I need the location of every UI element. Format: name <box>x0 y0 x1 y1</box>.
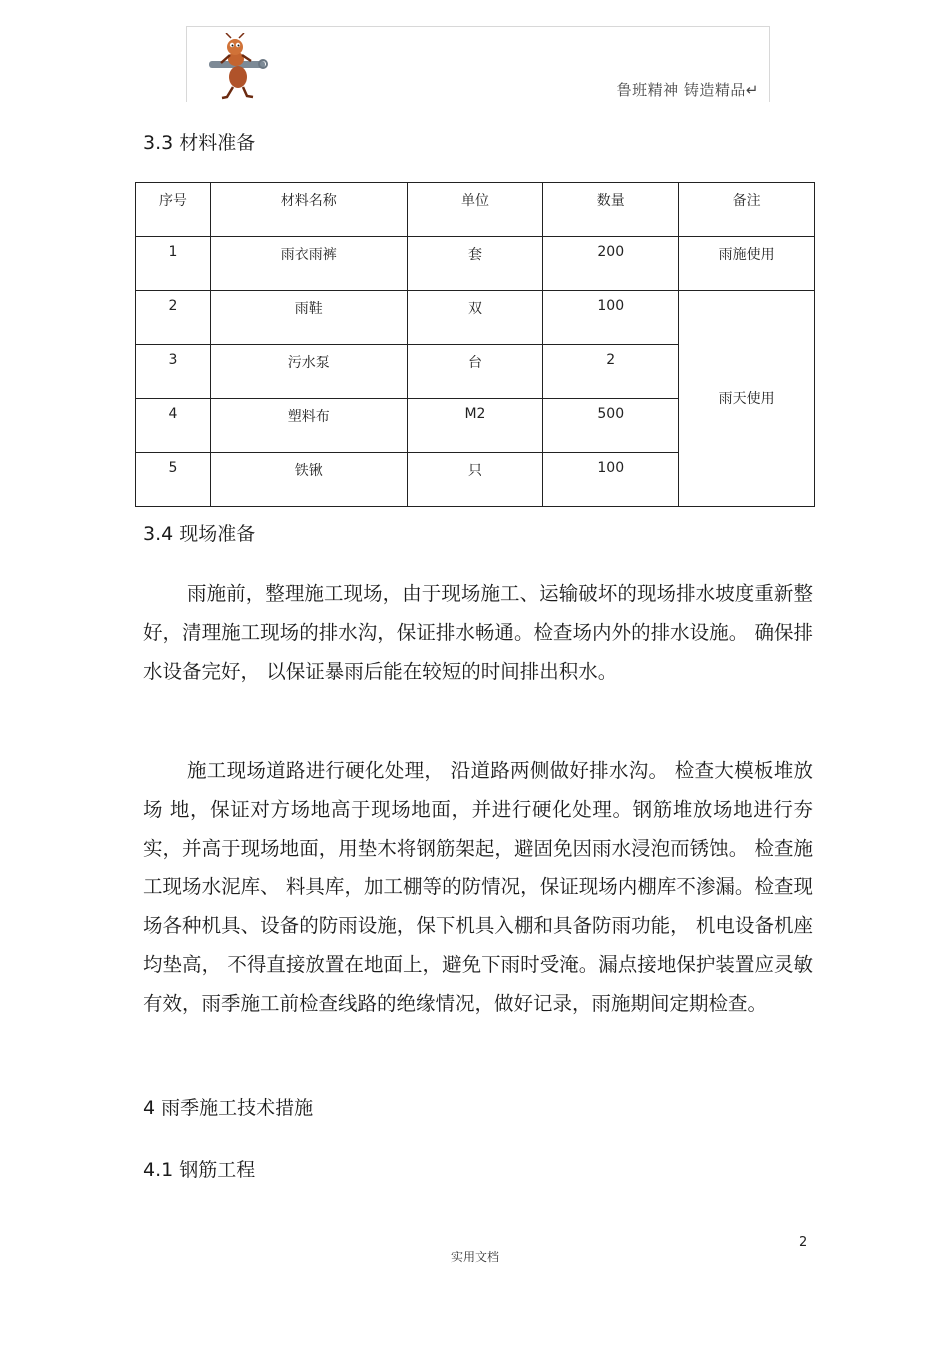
header-cell-no: 序号 <box>136 183 211 237</box>
ant-mascot-logo-icon <box>205 33 269 101</box>
table-header-row <box>136 183 815 237</box>
header-slogan: 鲁班精神 铸造精品↵ <box>616 81 759 99</box>
cell-name: 塑料布 <box>210 399 407 453</box>
header-cell-name: 材料名称 <box>210 183 407 237</box>
cell-no: 1 <box>136 237 211 291</box>
cell-qty: 200 <box>543 237 679 291</box>
cell-unit: 套 <box>407 237 543 291</box>
materials-table <box>135 182 815 507</box>
table-row <box>136 291 815 345</box>
cell-no: 5 <box>136 453 211 507</box>
header-cell-unit: 单位 <box>407 183 543 237</box>
cell-no: 4 <box>136 399 211 453</box>
cell-name: 铁锹 <box>210 453 407 507</box>
page-header <box>186 26 770 102</box>
paragraph-site-inspection: 施工现场道路进行硬化处理， 沿道路两侧做好排水沟。 检查大模板堆放场 地，保证对方场地高于现场地面，并进行硬化处理。钢筋堆放场地进行夯实，并高于现场地面，用垫木将钢筋架起，避固免因雨水浸泡而锈蚀。 检查施工现场水泥库、 料具库，加工棚等的防情况，保证现场内棚库不渗漏。检查现场各种机具、设备的防雨设施，保下机具入棚和具备防雨功能， 机电设备机座均垫高， 不得直接放置在地面上，避免下雨时受淹。漏点接地保护装置应灵敏有效，雨季施工前检查线路的绝缘情况，做好记录，雨施期间定期检查。 <box>143 759 813 1015</box>
section-3-3-heading: 3.3 材料准备 <box>143 132 256 154</box>
cell-name: 污水泵 <box>210 345 407 399</box>
section-4-heading: 4 雨季施工技术措施 <box>143 1097 314 1119</box>
cell-no: 3 <box>136 345 211 399</box>
section-4-1-heading: 4.1 钢筋工程 <box>143 1159 256 1181</box>
section-3-4-heading: 3.4 现场准备 <box>143 523 256 545</box>
cell-no: 2 <box>136 291 211 345</box>
cell-name: 雨鞋 <box>210 291 407 345</box>
cell-name: 雨衣雨裤 <box>210 237 407 291</box>
paragraph-site-drainage: 雨施前，整理施工现场，由于现场施工、运输破坏的现场排水坡度重新整好，清理施工现场的排水沟，保证排水畅通。检查场内外的排水设施。 确保排水设备完好， 以保证暴雨后能在较短的时间排出积水。 <box>143 582 813 683</box>
header-cell-qty: 数量 <box>543 183 679 237</box>
table-row <box>136 237 815 291</box>
footer-label: 实用文档 <box>450 1250 499 1264</box>
cell-qty: 2 <box>543 345 679 399</box>
cell-unit: 台 <box>407 345 543 399</box>
cell-qty: 100 <box>543 453 679 507</box>
cell-note-merged: 雨天使用 <box>679 291 815 507</box>
cell-unit: 只 <box>407 453 543 507</box>
page-number: 2 <box>799 1235 808 1250</box>
cell-unit: 双 <box>407 291 543 345</box>
cell-qty: 100 <box>543 291 679 345</box>
header-cell-note: 备注 <box>679 183 815 237</box>
cell-note: 雨施使用 <box>679 237 815 291</box>
cell-unit: M2 <box>407 399 543 453</box>
cell-qty: 500 <box>543 399 679 453</box>
